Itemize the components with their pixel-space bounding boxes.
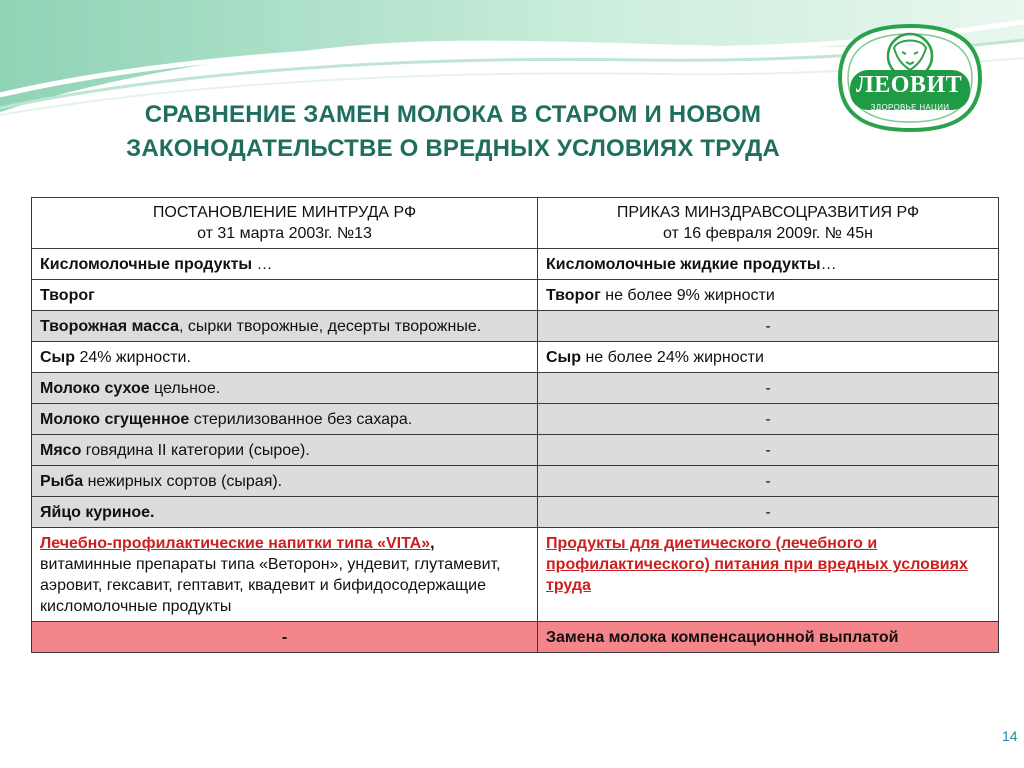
- table-row-special: [32, 528, 999, 622]
- new-item: Сыр: [546, 349, 581, 366]
- new-cell: [538, 622, 999, 653]
- new-detail: -: [765, 380, 771, 397]
- old-detail: витаминные препараты типа «Веторон», ундевит, глутамевит, аэровит, гексавит, гептавит, квадевит и бифидосодержащие кисломолочные продукты: [40, 556, 501, 615]
- new-item: Творог: [546, 287, 601, 304]
- table-header-row: [32, 198, 999, 249]
- old-detail: , сырки творожные, десерты творожные.: [179, 318, 482, 335]
- table-row: [32, 311, 999, 342]
- new-cell: [538, 342, 999, 373]
- old-item: Кисломолочные продукты: [40, 256, 253, 273]
- new-detail: не более 24% жирности: [581, 349, 764, 366]
- new-detail: не более 9% жирности: [600, 287, 775, 304]
- new-highlight: Продукты для диетического (лечебного и профилактического) питания при вредных условиях труда: [546, 535, 968, 594]
- new-cell: [538, 249, 999, 280]
- old-cell: [32, 373, 538, 404]
- header-new-date: от 16 февраля 2009г. № 45н: [663, 225, 873, 242]
- old-detail: стерилизованное без сахара.: [189, 411, 413, 428]
- header-new-law: [538, 198, 999, 249]
- table-row: [32, 497, 999, 528]
- new-cell: [538, 497, 999, 528]
- table-row: [32, 404, 999, 435]
- old-cell: [32, 435, 538, 466]
- old-comma: ,: [430, 535, 435, 552]
- old-item: Рыба: [40, 473, 84, 490]
- old-item: Мясо: [40, 442, 82, 459]
- table-row: [32, 249, 999, 280]
- new-detail: -: [765, 504, 771, 521]
- table-row: [32, 342, 999, 373]
- title-line-2: ЗАКОНОДАТЕЛЬСТВЕ О ВРЕДНЫХ УСЛОВИЯХ ТРУДА: [126, 135, 780, 162]
- old-highlight: Лечебно-профилактические напитки типа «VITA»: [40, 535, 431, 552]
- old-item: Молоко сгущенное: [40, 411, 190, 428]
- old-item: Творог: [40, 287, 95, 304]
- old-cell: [32, 528, 538, 622]
- old-detail: говядина II категории (сырое).: [81, 442, 310, 459]
- old-cell: [32, 466, 538, 497]
- old-cell: [32, 342, 538, 373]
- old-cell: [32, 497, 538, 528]
- logo-tagline: ЗДОРОВЬЕ НАЦИИ: [870, 103, 950, 112]
- page-title: [58, 98, 848, 166]
- header-new-title: ПРИКАЗ МИНЗДРАВСОЦРАЗВИТИЯ РФ: [616, 204, 920, 221]
- new-detail: -: [765, 411, 771, 428]
- old-detail: …: [252, 256, 273, 273]
- table-row: [32, 280, 999, 311]
- old-detail: цельное.: [149, 380, 221, 397]
- table-row: [32, 466, 999, 497]
- old-cell: [32, 404, 538, 435]
- old-detail: 24% жирности.: [75, 349, 191, 366]
- new-cell: [538, 404, 999, 435]
- new-cell: [538, 435, 999, 466]
- table-row-summary: [32, 622, 999, 653]
- old-item: Творожная масса: [40, 318, 179, 335]
- table-row: [32, 373, 999, 404]
- old-cell: [32, 622, 538, 653]
- new-detail: …: [820, 256, 837, 273]
- old-cell: [32, 280, 538, 311]
- title-line-1: СРАВНЕНИЕ ЗАМЕН МОЛОКА В СТАРОМ И НОВОМ: [144, 101, 762, 128]
- old-item: Яйцо куриное.: [40, 504, 155, 521]
- header-old-title: ПОСТАНОВЛЕНИЕ МИНТРУДА РФ: [152, 204, 417, 221]
- logo-name: ЛЕОВИТ: [855, 72, 963, 98]
- new-cell: [538, 466, 999, 497]
- table-row: [32, 435, 999, 466]
- new-summary: Замена молока компенсационной выплатой: [546, 629, 899, 646]
- header-old-date: от 31 марта 2003г. №13: [197, 225, 372, 242]
- new-detail: -: [765, 318, 771, 335]
- new-item: Кисломолочные жидкие продукты: [546, 256, 821, 273]
- old-detail: нежирных сортов (сырая).: [83, 473, 283, 490]
- old-cell: [32, 249, 538, 280]
- comparison-table: [31, 197, 999, 653]
- old-item: Молоко сухое: [40, 380, 150, 397]
- new-cell: [538, 311, 999, 342]
- old-summary: -: [281, 629, 288, 646]
- old-item: Сыр: [40, 349, 75, 366]
- new-cell: [538, 373, 999, 404]
- new-cell: [538, 280, 999, 311]
- new-detail: -: [765, 442, 771, 459]
- new-detail: -: [765, 473, 771, 490]
- header-old-law: [32, 198, 538, 249]
- new-cell: [538, 528, 999, 622]
- old-cell: [32, 311, 538, 342]
- page-number: 14: [1002, 728, 1018, 744]
